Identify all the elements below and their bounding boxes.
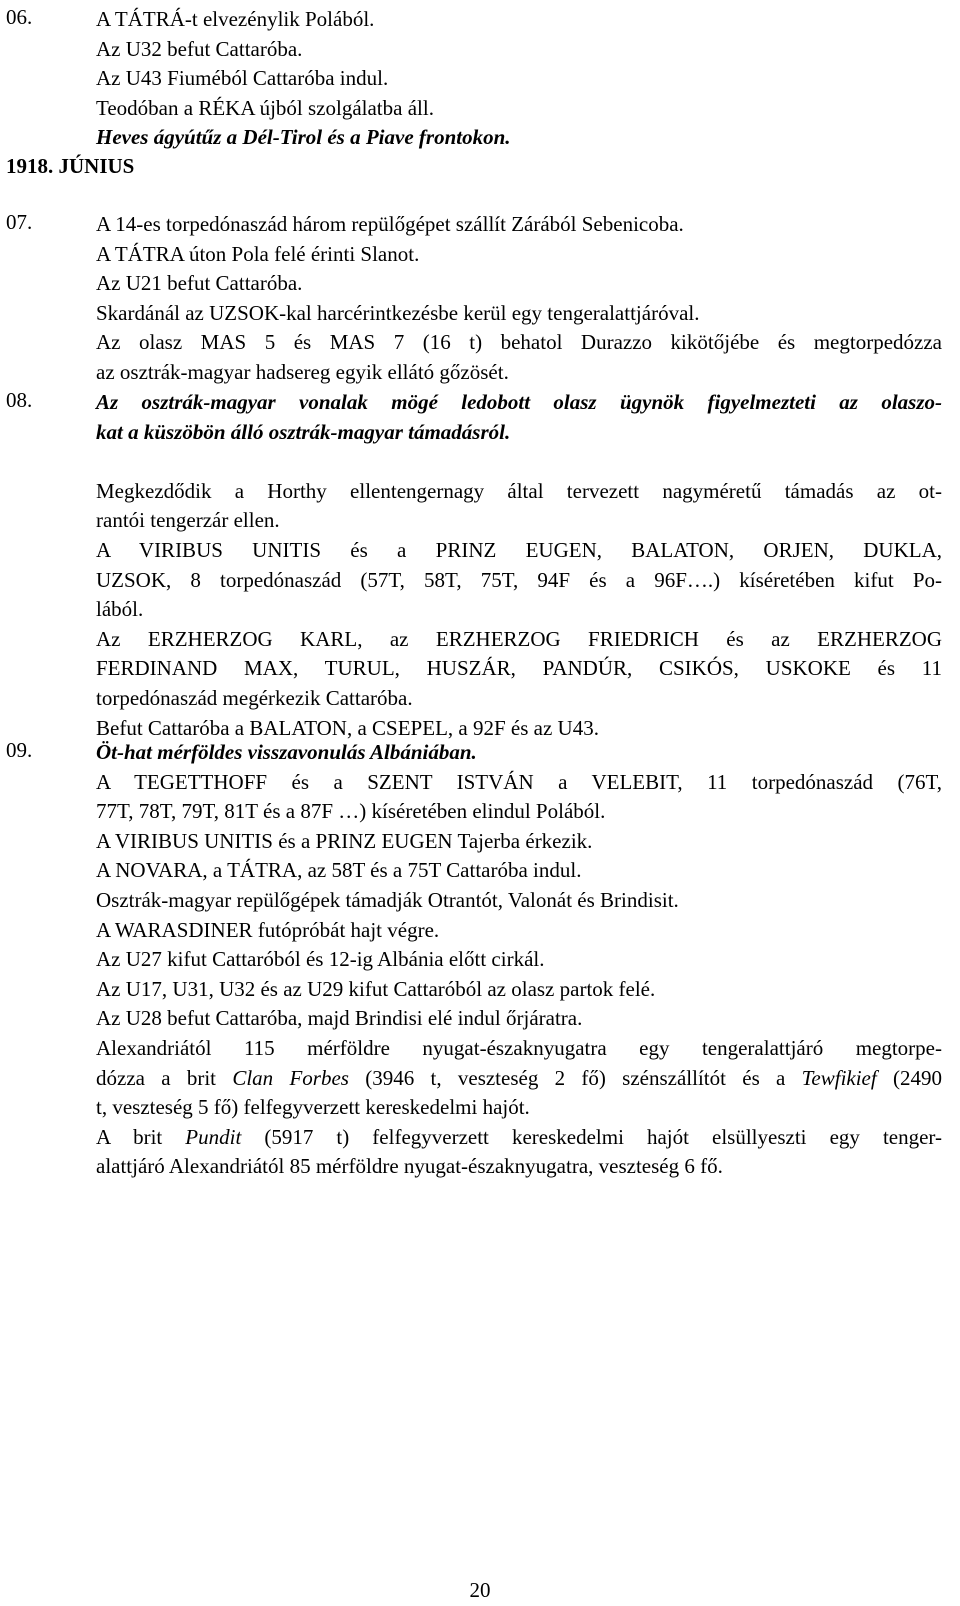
- day-number: 07.: [6, 210, 33, 234]
- entry-lines: [96, 210, 942, 388]
- text-line: lából.: [96, 597, 144, 622]
- text-line: Az U27 kifut Cattaróból és 12-ig Albánia előtt cirkál.: [96, 947, 545, 972]
- text-line: Az olasz MAS 5 és MAS 7 (16 t) behatol Durazzo kikötőjébe és megtorpedózza: [96, 330, 942, 355]
- text-line: Az U43 Fiuméból Cattaróba indul.: [96, 66, 389, 91]
- text-line: Az osztrák-magyar vonalak mögé ledobott olasz ügynök figyelmezteti az olaszo-: [96, 390, 942, 414]
- text-line: alattjáró Alexandriától 85 mérföldre nyugat-északnyugatra, veszteség 6 fő.: [96, 1154, 723, 1179]
- text-line: Az U28 befut Cattaróba, majd Brindisi elé indul őrjáratra.: [96, 1006, 583, 1031]
- text-segment: (3946 t, veszteség 2 fő) szénszállítót és a: [348, 1065, 802, 1090]
- text-line: A TÁTRÁ-t elvezénylik Polából.: [96, 7, 375, 31]
- text-line: Heves ágyútűz a Dél-Tirol és a Piave frontokon.: [96, 125, 511, 150]
- text-line: A TÁTRA úton Pola felé érinti Slanot.: [96, 241, 420, 266]
- text-line: UZSOK, 8 torpedónaszád (57T, 58T, 75T, 94F és a 96F….) kíséretében kifut Po-: [96, 567, 942, 592]
- text-line: [96, 447, 942, 477]
- text-line: rantói tengerzár ellen.: [96, 508, 280, 533]
- text-line: 77T, 78T, 79T, 81T és a 87F …) kíséretében elindul Polából.: [96, 799, 606, 824]
- entry-lines: [96, 738, 942, 1182]
- ship-name: Tewfikief: [801, 1065, 877, 1090]
- text-line: A VIRIBUS UNITIS és a PRINZ EUGEN, BALATON, ORJEN, DUKLA,: [96, 537, 942, 562]
- text-line: Skardánál az UZSOK-kal harcérintkezésbe kerül egy tengeralattjáróval.: [96, 300, 700, 325]
- month-heading: 1918. JÚNIUS: [6, 154, 135, 178]
- text-line: Az U32 befut Cattaróba.: [96, 36, 303, 61]
- entry-lines: [96, 5, 942, 153]
- text-line: A 14-es torpedónaszád három repülőgépet szállít Zárából Sebenicoba.: [96, 212, 684, 236]
- text-line: Az U17, U31, U32 és az U29 kifut Cattaróból az olasz partok felé.: [96, 976, 656, 1001]
- text-line: Az U21 befut Cattaróba.: [96, 271, 303, 296]
- text-segment: A brit: [96, 1124, 186, 1149]
- text-line: [96, 1064, 942, 1094]
- text-line: A WARASDINER futópróbát hajt végre.: [96, 917, 440, 942]
- text-line: kat a küszöbön álló osztrák-magyar támadásról.: [96, 419, 511, 444]
- text-segment: (5917 t) felfegyverzett kereskedelmi hajót elsüllyeszti egy tenger-: [241, 1124, 942, 1149]
- text-line: Alexandriától 115 mérföldre nyugat-északnyugatra egy tengeralattjáró megtorpe-: [96, 1035, 942, 1060]
- text-line: FERDINAND MAX, TURUL, HUSZÁR, PANDÚR, CSIKÓS, USKOKE és 11: [96, 656, 942, 681]
- day-number: 06.: [6, 5, 33, 29]
- text-line: A TEGETTHOFF és a SZENT ISTVÁN a VELEBIT, 11 torpedónaszád (76T,: [96, 769, 942, 794]
- text-line: Megkezdődik a Horthy ellentengernagy által tervezett nagyméretű támadás az ot-: [96, 478, 942, 503]
- page-number: 20: [469, 1578, 491, 1602]
- text-line: t, veszteség 5 fő) felfegyverzett kereskedelmi hajót.: [96, 1095, 530, 1120]
- ship-name: Pundit: [185, 1124, 242, 1149]
- text-line: az osztrák-magyar hadsereg egyik ellátó gőzösét.: [96, 359, 509, 384]
- text-line: Osztrák-magyar repülőgépek támadják Otrantót, Valonát és Brindisit.: [96, 887, 679, 912]
- text-segment: (2490: [876, 1065, 942, 1090]
- text-line: torpedónaszád megérkezik Cattaróba.: [96, 685, 413, 710]
- text-segment: dózza a brit: [96, 1065, 233, 1090]
- day-number: 08.: [6, 388, 33, 412]
- text-line: Teodóban a RÉKA újból szolgálatba áll.: [96, 95, 434, 120]
- day-number: 09.: [6, 738, 33, 762]
- ship-name: Clan Forbes: [232, 1065, 349, 1090]
- text-line: A NOVARA, a TÁTRA, az 58T és a 75T Cattaróba indul.: [96, 858, 582, 883]
- text-line: [96, 1123, 942, 1153]
- text-line: Az ERZHERZOG KARL, az ERZHERZOG FRIEDRICH és az ERZHERZOG: [96, 626, 942, 651]
- entry-lines: [96, 388, 942, 743]
- text-line: Befut Cattaróba a BALATON, a CSEPEL, a 92F és az U43.: [96, 715, 599, 740]
- text-line: A VIRIBUS UNITIS és a PRINZ EUGEN Tajerba érkezik.: [96, 828, 593, 853]
- text-line: Öt-hat mérföldes visszavonulás Albániában.: [96, 740, 477, 764]
